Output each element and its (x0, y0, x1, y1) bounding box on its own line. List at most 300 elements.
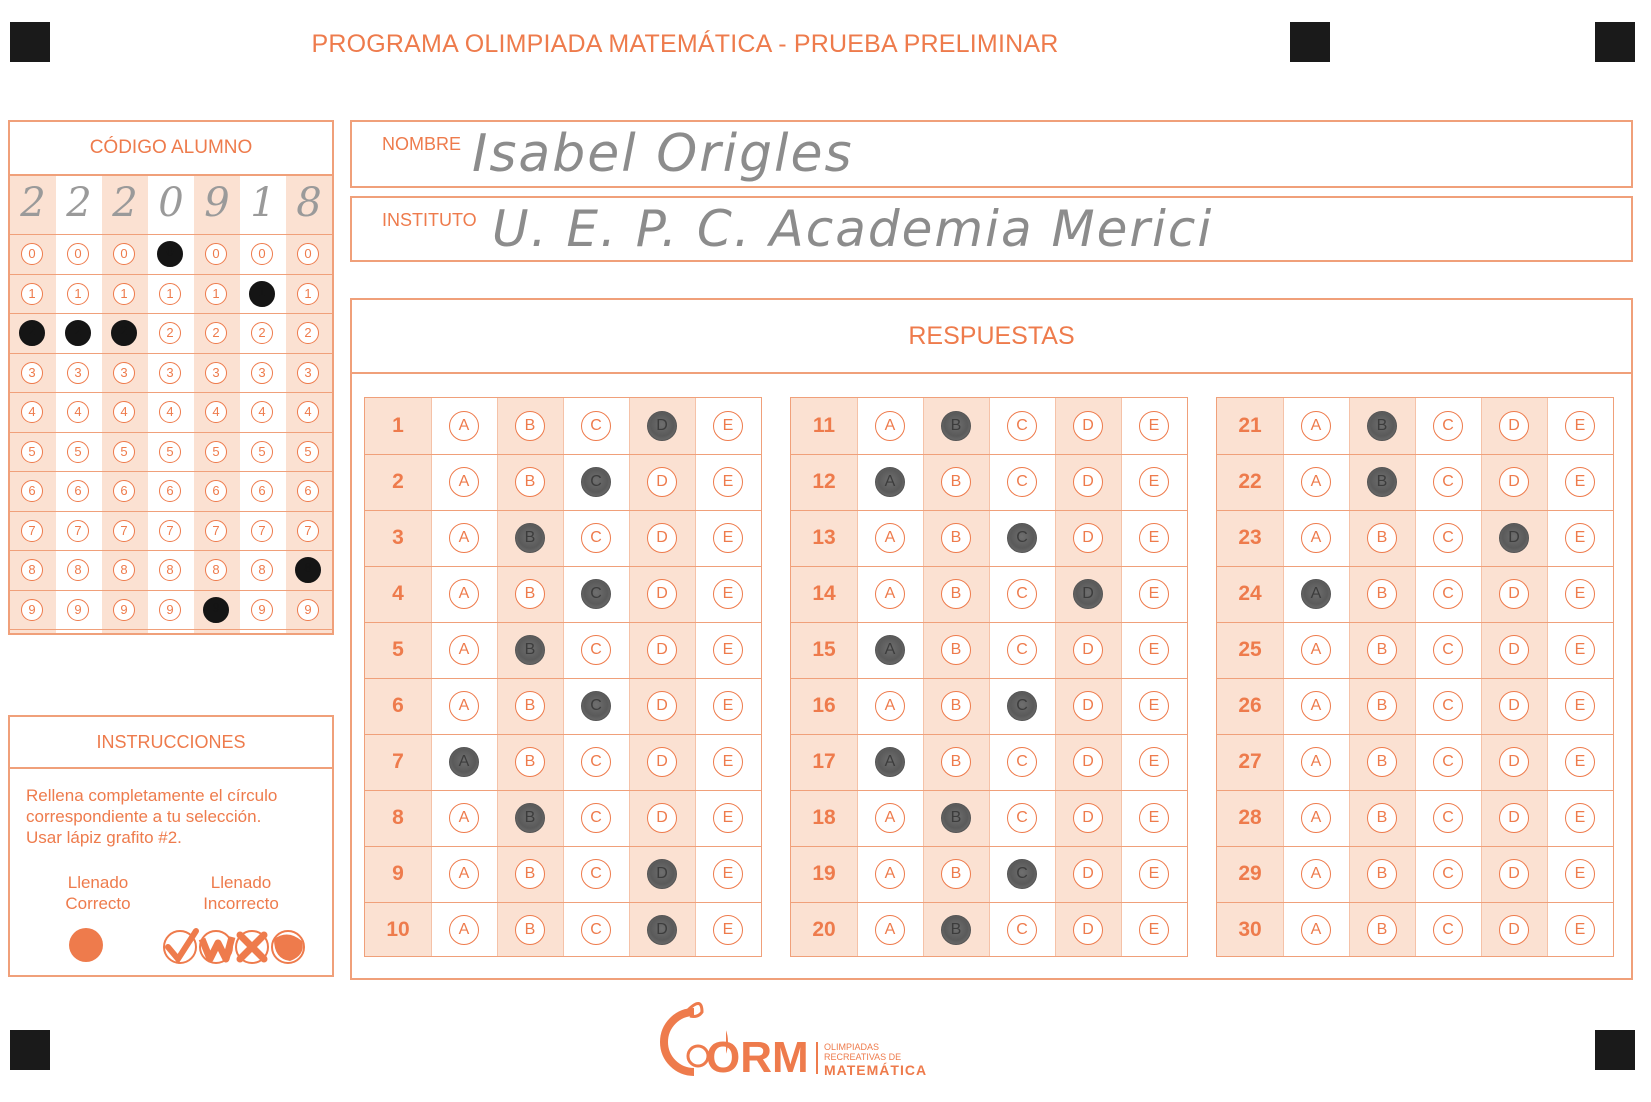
answer-bubble[interactable]: B (941, 691, 971, 721)
answer-bubble[interactable]: C (1433, 915, 1463, 945)
answer-bubble[interactable]: B (941, 915, 971, 945)
question-number: 10 (386, 918, 410, 941)
code-bubble[interactable]: 2 (111, 320, 137, 346)
answer-grid-line (1415, 398, 1416, 956)
code-bubble[interactable]: 4 (297, 401, 319, 423)
answer-bubble[interactable]: E (1139, 859, 1169, 889)
answer-bubble[interactable]: E (713, 579, 743, 609)
answer-bubble[interactable]: C (1433, 579, 1463, 609)
code-bubble[interactable]: 8 (113, 559, 135, 581)
code-bubble[interactable]: 7 (297, 520, 319, 542)
answer-bubble[interactable]: E (713, 523, 743, 553)
code-column (102, 176, 148, 633)
answer-bubble[interactable]: A (875, 467, 905, 497)
code-bubble[interactable]: 5 (205, 441, 227, 463)
answer-bubble[interactable]: D (1499, 467, 1529, 497)
code-bubble[interactable]: 5 (113, 441, 135, 463)
answer-bubble[interactable]: C (581, 411, 611, 441)
answer-bubble[interactable]: B (1367, 635, 1397, 665)
answer-bubble[interactable]: E (1565, 859, 1595, 889)
answer-bubble[interactable]: E (713, 747, 743, 777)
answer-grid-line (791, 622, 1187, 623)
answer-bubble[interactable]: C (1007, 635, 1037, 665)
code-bubble[interactable]: 6 (159, 480, 181, 502)
answer-bubble[interactable]: A (449, 523, 479, 553)
answer-grid-line (365, 790, 761, 791)
code-written-digit: 9 (204, 180, 230, 226)
answer-bubble[interactable]: D (1073, 579, 1103, 609)
answer-bubble[interactable]: B (941, 523, 971, 553)
answer-bubble[interactable]: D (647, 523, 677, 553)
answer-bubble[interactable]: E (1139, 747, 1169, 777)
code-written-digit: 2 (112, 180, 138, 226)
code-bubble[interactable]: 3 (297, 362, 319, 384)
code-bubble[interactable]: 7 (113, 520, 135, 542)
answer-bubble[interactable]: B (1367, 523, 1397, 553)
answer-grid-line (1217, 734, 1613, 735)
answer-bubble[interactable]: B (1367, 915, 1397, 945)
answer-bubble[interactable]: C (1433, 859, 1463, 889)
answer-bubble[interactable]: C (1007, 411, 1037, 441)
code-bubble[interactable]: 9 (67, 599, 89, 621)
code-bubble[interactable]: 8 (21, 559, 43, 581)
answer-bubble[interactable]: B (1367, 803, 1397, 833)
answer-grid-line (923, 398, 924, 956)
answer-bubble[interactable]: A (875, 523, 905, 553)
answer-bubble[interactable]: D (647, 747, 677, 777)
code-grid-line (10, 274, 332, 275)
registration-marker-top-right (1595, 22, 1635, 62)
code-bubble[interactable]: 7 (67, 520, 89, 542)
question-number: 20 (812, 918, 836, 941)
code-bubble[interactable]: 1 (21, 283, 43, 305)
answer-bubble[interactable]: A (1301, 803, 1331, 833)
answer-grid-line (1481, 398, 1482, 956)
answer-bubble[interactable]: A (875, 579, 905, 609)
answer-bubble[interactable]: E (713, 691, 743, 721)
answer-bubble[interactable]: E (1565, 467, 1595, 497)
institute-value: U. E. P. C. Academia Merici (492, 200, 1214, 258)
answer-bubble[interactable]: B (515, 747, 545, 777)
answer-bubble[interactable]: A (875, 803, 905, 833)
code-bubble[interactable]: 0 (21, 243, 43, 265)
answer-bubble[interactable]: E (1565, 915, 1595, 945)
answer-bubble[interactable]: D (1499, 579, 1529, 609)
code-bubble[interactable]: 7 (159, 520, 181, 542)
code-bubble[interactable]: 0 (113, 243, 135, 265)
answer-block (364, 397, 762, 957)
answer-bubble[interactable]: C (581, 579, 611, 609)
answer-bubble[interactable]: A (449, 467, 479, 497)
answer-bubble[interactable]: C (1433, 747, 1463, 777)
answer-grid-line (365, 622, 761, 623)
question-number: 29 (1238, 862, 1262, 885)
code-grid-line (10, 234, 332, 235)
answer-bubble[interactable]: E (1565, 747, 1595, 777)
answer-bubble[interactable]: B (941, 747, 971, 777)
code-bubble[interactable]: 0 (205, 243, 227, 265)
answer-bubble[interactable]: A (449, 691, 479, 721)
answer-bubble[interactable]: B (941, 635, 971, 665)
correct-fill-label: Llenado Correcto (65, 873, 131, 913)
answer-bubble[interactable]: A (449, 915, 479, 945)
student-code-title: CÓDIGO ALUMNO (10, 122, 332, 176)
question-number: 18 (812, 806, 836, 829)
code-bubble[interactable]: 4 (21, 401, 43, 423)
code-bubble[interactable]: 3 (251, 362, 273, 384)
code-grid-line (10, 353, 332, 354)
answer-bubble[interactable]: A (875, 635, 905, 665)
answer-bubble[interactable]: A (1301, 467, 1331, 497)
code-bubble[interactable]: 7 (205, 520, 227, 542)
answer-grid-line (791, 790, 1187, 791)
code-grid-line (10, 392, 332, 393)
answer-bubble[interactable]: D (1499, 747, 1529, 777)
answer-bubble[interactable]: C (1007, 691, 1037, 721)
code-grid-line (10, 471, 332, 472)
question-number: 27 (1238, 750, 1262, 773)
question-number: 8 (392, 806, 404, 829)
answer-bubble[interactable]: E (713, 803, 743, 833)
code-written-digit: 2 (66, 180, 92, 226)
code-bubble[interactable]: 5 (67, 441, 89, 463)
answer-grid-line (1217, 454, 1613, 455)
code-written-digit: 8 (296, 180, 322, 226)
answer-bubble[interactable]: B (515, 467, 545, 497)
code-bubble[interactable]: 3 (113, 362, 135, 384)
code-bubble[interactable]: 0 (67, 243, 89, 265)
answer-bubble[interactable]: A (875, 691, 905, 721)
code-grid-line (10, 629, 332, 630)
code-bubble[interactable]: 9 (297, 599, 319, 621)
answer-bubble[interactable]: C (1007, 579, 1037, 609)
question-number: 24 (1238, 582, 1262, 605)
code-bubble[interactable]: 2 (251, 322, 273, 344)
answer-bubble[interactable]: A (449, 635, 479, 665)
answer-bubble[interactable]: E (1139, 411, 1169, 441)
answer-bubble[interactable]: C (1433, 635, 1463, 665)
code-bubble[interactable]: 3 (21, 362, 43, 384)
answer-bubble[interactable]: D (1499, 691, 1529, 721)
code-bubble[interactable]: 0 (157, 241, 183, 267)
answer-bubble[interactable]: D (1499, 411, 1529, 441)
question-number: 21 (1238, 414, 1262, 437)
question-number: 14 (812, 582, 836, 605)
answer-bubble[interactable]: D (1073, 635, 1103, 665)
answer-bubble[interactable]: E (1139, 691, 1169, 721)
name-field[interactable] (350, 120, 1633, 188)
answer-bubble[interactable]: C (1007, 747, 1037, 777)
answer-bubble[interactable]: A (449, 411, 479, 441)
answer-bubble[interactable]: A (1301, 635, 1331, 665)
code-bubble[interactable]: 1 (297, 283, 319, 305)
code-column (194, 176, 240, 633)
answer-bubble[interactable]: B (1367, 467, 1397, 497)
answer-bubble[interactable]: C (1007, 859, 1037, 889)
answer-bubble[interactable]: B (515, 523, 545, 553)
answer-bubble[interactable]: A (875, 411, 905, 441)
code-bubble[interactable]: 7 (21, 520, 43, 542)
answer-bubble[interactable]: E (713, 411, 743, 441)
code-bubble[interactable]: 0 (297, 243, 319, 265)
answer-bubble[interactable]: B (1367, 747, 1397, 777)
code-bubble[interactable]: 2 (205, 322, 227, 344)
code-bubble[interactable]: 4 (251, 401, 273, 423)
code-bubble[interactable]: 9 (251, 599, 273, 621)
answer-bubble[interactable]: C (1007, 467, 1037, 497)
code-bubble[interactable]: 4 (159, 401, 181, 423)
answer-bubble[interactable]: B (941, 579, 971, 609)
answer-bubble[interactable]: B (1367, 859, 1397, 889)
answer-bubble[interactable]: E (1139, 523, 1169, 553)
answer-grid-line (365, 846, 761, 847)
answer-bubble[interactable]: E (1565, 411, 1595, 441)
instructions-line: Usar lápiz grafito #2. (26, 828, 182, 847)
answer-bubble[interactable]: D (1073, 803, 1103, 833)
answer-bubble[interactable]: A (1301, 915, 1331, 945)
answer-bubble[interactable]: D (647, 915, 677, 945)
answer-bubble[interactable]: C (581, 467, 611, 497)
question-number: 28 (1238, 806, 1262, 829)
incorrect-fill-examples-icon (160, 925, 320, 969)
answer-bubble[interactable]: B (1367, 411, 1397, 441)
answers-title: RESPUESTAS (352, 300, 1631, 374)
question-number: 26 (1238, 694, 1262, 717)
answer-bubble[interactable]: C (1433, 411, 1463, 441)
answer-bubble[interactable]: A (1301, 523, 1331, 553)
answer-bubble[interactable]: C (1007, 803, 1037, 833)
answer-bubble[interactable]: D (1073, 915, 1103, 945)
answer-bubble[interactable]: C (581, 523, 611, 553)
code-bubble[interactable]: 3 (205, 362, 227, 384)
answer-bubble[interactable]: D (1499, 523, 1529, 553)
answer-bubble[interactable]: B (515, 579, 545, 609)
answer-block (1216, 397, 1614, 957)
answer-bubble[interactable]: D (1499, 635, 1529, 665)
answer-grid-line (1217, 566, 1613, 567)
answer-bubble[interactable]: C (1433, 467, 1463, 497)
code-bubble[interactable]: 6 (297, 480, 319, 502)
code-grid-line (10, 313, 332, 314)
code-grid-line (10, 550, 332, 551)
code-bubble[interactable]: 8 (205, 559, 227, 581)
code-bubble[interactable]: 2 (19, 320, 45, 346)
answer-bubble[interactable]: A (1301, 859, 1331, 889)
answer-grid-line (1217, 902, 1613, 903)
code-grid-line (10, 511, 332, 512)
code-bubble[interactable]: 1 (159, 283, 181, 305)
answer-bubble[interactable]: D (1499, 803, 1529, 833)
code-bubble[interactable]: 8 (295, 557, 321, 583)
question-number: 13 (812, 526, 836, 549)
code-bubble[interactable]: 5 (21, 441, 43, 463)
answer-bubble[interactable]: B (941, 467, 971, 497)
question-number: 6 (392, 694, 404, 717)
answer-grid-line (695, 398, 696, 956)
code-bubble[interactable]: 2 (159, 322, 181, 344)
code-bubble[interactable]: 8 (159, 559, 181, 581)
answer-grid-line (629, 398, 630, 956)
registration-marker-top-left (10, 22, 50, 62)
code-bubble[interactable]: 2 (297, 322, 319, 344)
answer-grid-line (989, 398, 990, 956)
code-bubble[interactable]: 1 (67, 283, 89, 305)
answer-grid-line (791, 846, 1187, 847)
answer-bubble[interactable]: B (515, 635, 545, 665)
answer-bubble[interactable]: E (1565, 579, 1595, 609)
answer-bubble[interactable]: E (1565, 523, 1595, 553)
answer-bubble[interactable]: E (713, 859, 743, 889)
code-bubble[interactable]: 6 (205, 480, 227, 502)
answer-bubble[interactable]: E (713, 467, 743, 497)
question-number: 2 (392, 470, 404, 493)
answer-bubble[interactable]: D (1499, 915, 1529, 945)
answer-bubble[interactable]: C (581, 859, 611, 889)
answer-bubble[interactable]: B (941, 411, 971, 441)
answer-bubble[interactable]: E (1565, 691, 1595, 721)
answer-bubble[interactable]: A (449, 579, 479, 609)
logo-mark: ORM (706, 1033, 809, 1082)
answer-bubble[interactable]: E (1565, 635, 1595, 665)
answer-bubble[interactable]: B (1367, 691, 1397, 721)
code-bubble[interactable]: 1 (113, 283, 135, 305)
answer-bubble[interactable]: E (1139, 635, 1169, 665)
answer-bubble[interactable]: E (1565, 803, 1595, 833)
answer-bubble[interactable]: E (1139, 915, 1169, 945)
answer-bubble[interactable]: D (647, 803, 677, 833)
code-column (148, 176, 194, 633)
answer-bubble[interactable]: B (941, 803, 971, 833)
answer-bubble[interactable]: D (647, 859, 677, 889)
answer-bubble[interactable]: B (515, 411, 545, 441)
answer-bubble[interactable]: A (449, 747, 479, 777)
code-bubble[interactable]: 7 (251, 520, 273, 542)
answer-grid-line (791, 566, 1187, 567)
answer-bubble[interactable]: E (1139, 803, 1169, 833)
answer-bubble[interactable]: C (581, 691, 611, 721)
question-number: 25 (1238, 638, 1262, 661)
code-bubble[interactable]: 6 (113, 480, 135, 502)
code-grid-line (10, 432, 332, 433)
answer-bubble[interactable]: E (713, 635, 743, 665)
answer-bubble[interactable]: E (1139, 579, 1169, 609)
answer-bubble[interactable]: D (1073, 411, 1103, 441)
answer-bubble[interactable]: C (1433, 691, 1463, 721)
question-number: 22 (1238, 470, 1262, 493)
code-bubble[interactable]: 9 (159, 599, 181, 621)
registration-marker-bottom-left (10, 1030, 50, 1070)
incorrect-fill-label: Llenado Incorrecto (203, 873, 279, 913)
question-number: 1 (392, 414, 404, 437)
answer-bubble[interactable]: D (647, 635, 677, 665)
logo-line1: OLIMPIADAS (824, 1042, 880, 1052)
answer-bubble[interactable]: A (1301, 747, 1331, 777)
answer-grid-line (1055, 398, 1056, 956)
code-bubble[interactable]: 5 (297, 441, 319, 463)
code-bubble[interactable]: 1 (205, 283, 227, 305)
code-bubble[interactable]: 8 (67, 559, 89, 581)
answer-bubble[interactable]: E (713, 915, 743, 945)
answer-bubble[interactable]: A (449, 859, 479, 889)
answer-bubble[interactable]: C (1007, 523, 1037, 553)
answer-bubble[interactable]: B (515, 859, 545, 889)
page-title: PROGRAMA OLIMPIADA MATEMÁTICA - PRUEBA PRELIMINAR (311, 30, 1059, 58)
answer-bubble[interactable]: A (875, 859, 905, 889)
code-column (240, 176, 286, 633)
answer-bubble[interactable]: A (1301, 691, 1331, 721)
answer-bubble[interactable]: C (581, 803, 611, 833)
answer-bubble[interactable]: A (449, 803, 479, 833)
answer-bubble[interactable]: A (875, 747, 905, 777)
code-bubble[interactable]: 4 (67, 401, 89, 423)
code-bubble[interactable]: 6 (67, 480, 89, 502)
answer-bubble[interactable]: A (1301, 411, 1331, 441)
answer-bubble[interactable]: B (515, 803, 545, 833)
answer-bubble[interactable]: A (875, 915, 905, 945)
answer-bubble[interactable]: C (581, 915, 611, 945)
correct-fill-example-icon (69, 928, 103, 962)
code-bubble[interactable]: 5 (159, 441, 181, 463)
instructions-line: Rellena completamente el círculo (26, 786, 278, 805)
code-bubble[interactable]: 9 (21, 599, 43, 621)
answer-bubble[interactable]: C (1007, 915, 1037, 945)
code-bubble[interactable]: 6 (21, 480, 43, 502)
code-bubble[interactable]: 5 (251, 441, 273, 463)
answer-bubble[interactable]: B (515, 915, 545, 945)
code-bubble[interactable]: 9 (203, 597, 229, 623)
answer-bubble[interactable]: E (1139, 467, 1169, 497)
answer-bubble[interactable]: D (1499, 859, 1529, 889)
code-bubble[interactable]: 6 (251, 480, 273, 502)
code-bubble[interactable]: 2 (65, 320, 91, 346)
answer-grid-line (431, 398, 432, 956)
answer-bubble[interactable]: D (1073, 859, 1103, 889)
answer-bubble[interactable]: D (1073, 467, 1103, 497)
answer-bubble[interactable]: B (515, 691, 545, 721)
code-bubble[interactable]: 9 (113, 599, 135, 621)
answer-bubble[interactable]: C (1433, 803, 1463, 833)
institute-label: INSTITUTO (382, 210, 477, 230)
code-bubble[interactable]: 0 (251, 243, 273, 265)
answer-grid-line (1547, 398, 1548, 956)
answer-bubble[interactable]: C (581, 747, 611, 777)
answer-bubble[interactable]: B (1367, 579, 1397, 609)
answer-bubble[interactable]: B (941, 859, 971, 889)
question-number: 7 (392, 750, 404, 773)
answer-bubble[interactable]: D (647, 467, 677, 497)
code-bubble[interactable]: 4 (113, 401, 135, 423)
code-bubble[interactable]: 8 (251, 559, 273, 581)
orm-logo (658, 998, 978, 1084)
answer-bubble[interactable]: D (1073, 747, 1103, 777)
answer-bubble[interactable]: D (647, 579, 677, 609)
code-bubble[interactable]: 3 (67, 362, 89, 384)
code-bubble[interactable]: 4 (205, 401, 227, 423)
instructions-title: INSTRUCCIONES (10, 717, 332, 769)
answer-grid-line (1217, 790, 1613, 791)
code-bubble[interactable]: 3 (159, 362, 181, 384)
answer-bubble[interactable]: C (581, 635, 611, 665)
answer-bubble[interactable]: D (1073, 691, 1103, 721)
code-bubble[interactable]: 1 (249, 281, 275, 307)
institute-field[interactable] (350, 196, 1633, 262)
answer-bubble[interactable]: C (1433, 523, 1463, 553)
answer-bubble[interactable]: A (1301, 579, 1331, 609)
answer-bubble[interactable]: D (647, 411, 677, 441)
answer-bubble[interactable]: D (647, 691, 677, 721)
answer-bubble[interactable]: D (1073, 523, 1103, 553)
answer-grid-line (365, 902, 761, 903)
